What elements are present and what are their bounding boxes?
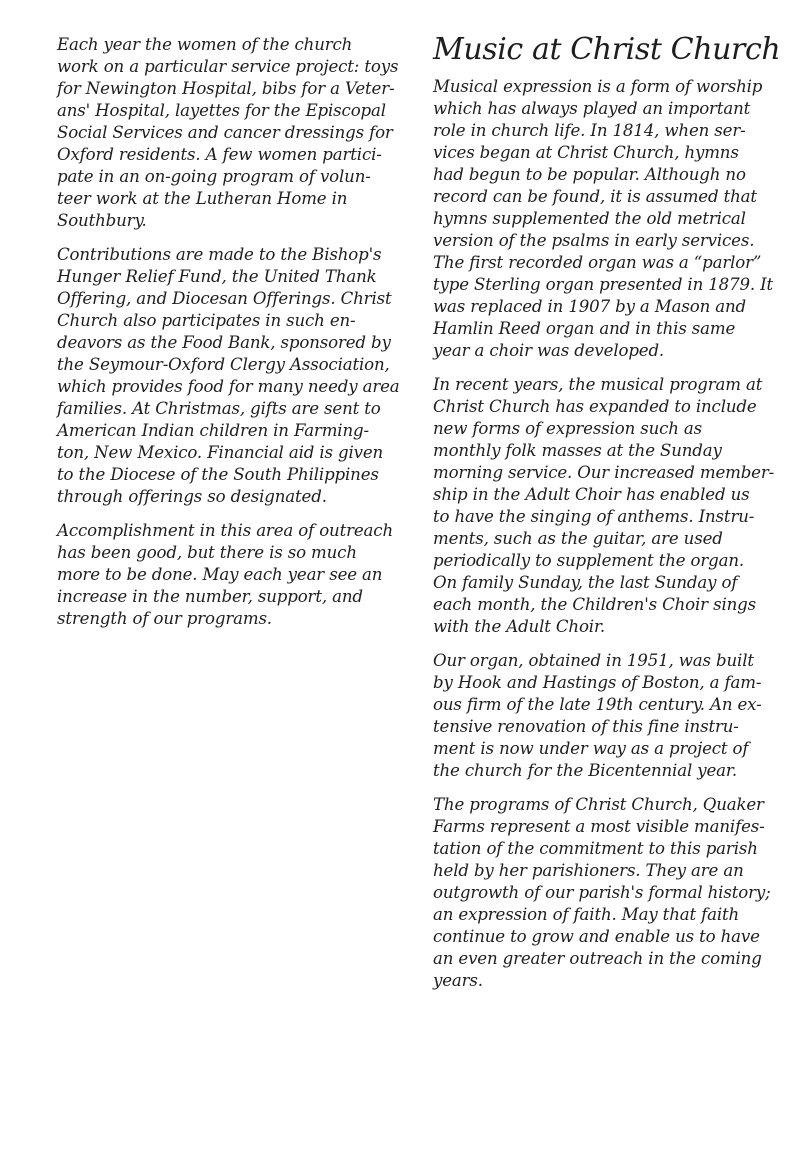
text-line: The first recorded organ was a “parlor” bbox=[433, 253, 762, 272]
text-line: Christ Church has expanded to include bbox=[433, 397, 757, 416]
text-line: Each year the women of the church bbox=[57, 35, 353, 54]
text-line: Farms represent a most visible manifes- bbox=[433, 817, 765, 836]
text-line: ments, such as the guitar, are used bbox=[433, 529, 723, 548]
paragraph-contributions bbox=[57, 244, 400, 508]
text-line: monthly folk masses at the Sunday bbox=[433, 441, 722, 460]
text-line: new forms of expression such as bbox=[433, 419, 703, 438]
text-line: continue to grow and enable us to have bbox=[433, 927, 760, 946]
text-line: had begun to be popular. Although no bbox=[433, 165, 746, 184]
text-line: year a choir was developed. bbox=[433, 341, 665, 360]
text-line: to the Diocese of the South Philippines bbox=[57, 465, 379, 484]
text-line: version of the psalms in early services. bbox=[433, 231, 755, 250]
text-line: Hamlin Reed organ and in this same bbox=[433, 319, 736, 338]
paragraph-recent-years bbox=[433, 374, 785, 638]
paragraph-programs bbox=[433, 794, 785, 992]
section-heading: Music at Christ Church bbox=[433, 32, 781, 67]
text-line: morning service. Our increased member- bbox=[433, 463, 775, 482]
text-line: more to be done. May each year see an bbox=[57, 565, 383, 584]
text-line: work on a particular service project: toys bbox=[57, 57, 399, 76]
text-line: years. bbox=[433, 971, 483, 990]
text-line: hymns supplemented the old metrical bbox=[433, 209, 746, 228]
text-line: Church also participates in such en- bbox=[57, 311, 356, 330]
text-line: record can be found, it is assumed that bbox=[433, 187, 757, 206]
text-line: an even greater outreach in the coming bbox=[433, 949, 762, 968]
left-column bbox=[57, 34, 400, 642]
text-line: ship in the Adult Choir has enabled us bbox=[433, 485, 750, 504]
text-line: deavors as the Food Bank, sponsored by bbox=[57, 333, 391, 352]
text-line: ans' Hospital, layettes for the Episcopal bbox=[57, 101, 386, 120]
text-line: which has always played an important bbox=[433, 99, 751, 118]
text-line: has been good, but there is so much bbox=[57, 543, 357, 562]
text-line: tensive renovation of this fine instru- bbox=[433, 717, 739, 736]
text-line: strength of our programs. bbox=[57, 609, 272, 628]
right-column bbox=[433, 30, 785, 1004]
text-line: ous firm of the late 19th century. An ex- bbox=[433, 695, 762, 714]
text-line: by Hook and Hastings of Boston, a fam- bbox=[433, 673, 762, 692]
text-line: Contributions are made to the Bishop's bbox=[57, 245, 382, 264]
text-line: outgrowth of our parish's formal history; bbox=[433, 883, 771, 902]
text-line: Accomplishment in this area of outreach bbox=[57, 521, 393, 540]
text-line: On family Sunday, the last Sunday of bbox=[433, 573, 738, 592]
text-line: the Seymour-Oxford Clergy Association, bbox=[57, 355, 390, 374]
text-line: The programs of Christ Church, Quaker bbox=[433, 795, 764, 814]
text-line: was replaced in 1907 by a Mason and bbox=[433, 297, 746, 316]
text-line: through offerings so designated. bbox=[57, 487, 327, 506]
text-line: families. At Christmas, gifts are sent to bbox=[57, 399, 381, 418]
paragraph-musical-expression bbox=[433, 76, 785, 362]
text-line: Oxford residents. A few women partici- bbox=[57, 145, 382, 164]
text-line: an expression of faith. May that faith bbox=[433, 905, 740, 924]
text-line: tation of the commitment to this parish bbox=[433, 839, 758, 858]
text-line: In recent years, the musical program at bbox=[433, 375, 763, 394]
text-line: vices began at Christ Church, hymns bbox=[433, 143, 739, 162]
text-line: teer work at the Lutheran Home in bbox=[57, 189, 348, 208]
text-line: American Indian children in Farming- bbox=[57, 421, 369, 440]
text-line: the church for the Bicentennial year. bbox=[433, 761, 737, 780]
text-line: Musical expression is a form of worship bbox=[433, 77, 763, 96]
text-line: pate in an on-going program of volun- bbox=[57, 167, 371, 186]
text-line: each month, the Children's Choir sings bbox=[433, 595, 756, 614]
text-line: Southbury. bbox=[57, 211, 147, 230]
text-line: Hunger Relief Fund, the United Thank bbox=[57, 267, 377, 286]
paragraph-service-projects bbox=[57, 34, 399, 232]
text-line: which provides food for many needy area bbox=[57, 377, 400, 396]
text-line: to have the singing of anthems. Instru- bbox=[433, 507, 755, 526]
text-line: periodically to supplement the organ. bbox=[433, 551, 745, 570]
paragraph-our-organ bbox=[433, 650, 785, 782]
text-line: type Sterling organ presented in 1879. It bbox=[433, 275, 774, 294]
text-line: ton, New Mexico. Financial aid is given bbox=[57, 443, 384, 462]
text-line: increase in the number, support, and bbox=[57, 587, 363, 606]
text-line: Social Services and cancer dressings for bbox=[57, 123, 393, 142]
text-line: ment is now under way as a project of bbox=[433, 739, 749, 758]
text-line: for Newington Hospital, bibs for a Veter- bbox=[57, 79, 395, 98]
text-line: held by her parishioners. They are an bbox=[433, 861, 744, 880]
text-line: Offering, and Diocesan Offerings. Christ bbox=[57, 289, 392, 308]
text-line: role in church life. In 1814, when ser- bbox=[433, 121, 746, 140]
text-line: with the Adult Choir. bbox=[433, 617, 606, 636]
text-line: Our organ, obtained in 1951, was built bbox=[433, 651, 754, 670]
paragraph-accomplishment bbox=[57, 520, 393, 630]
